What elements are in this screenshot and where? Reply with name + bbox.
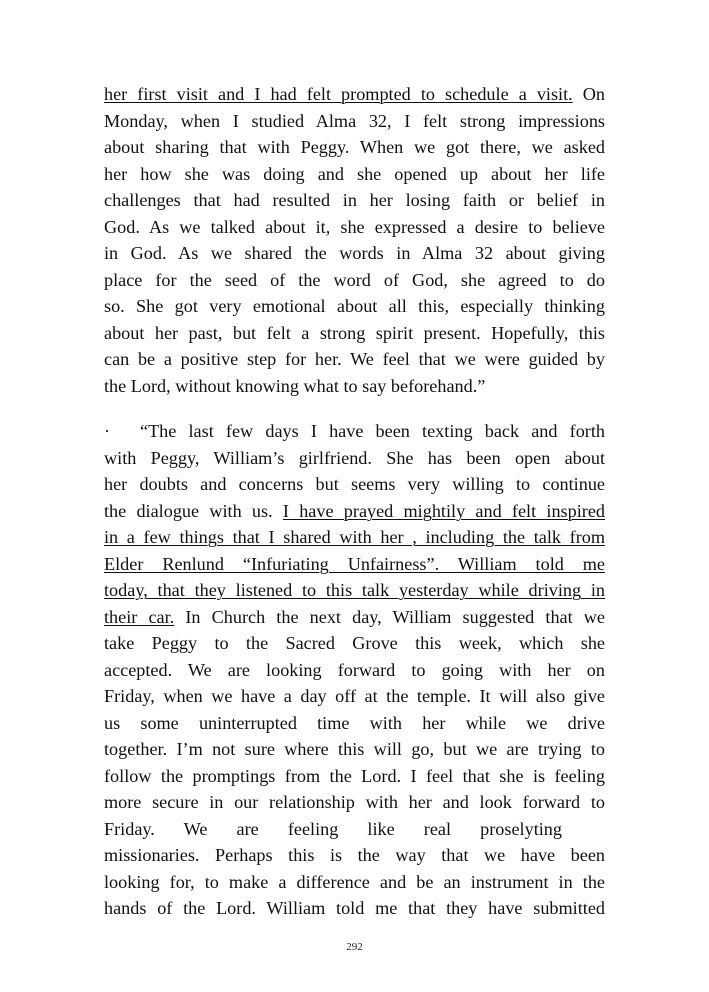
text-line (104, 498, 605, 524)
text-line: about her past, but felt a strong spirit present. Hopefully, this (104, 323, 605, 343)
text-line (104, 577, 605, 603)
text-line: take Peggy to the Sacred Grove this week, which she (104, 633, 605, 653)
text-line (104, 81, 605, 107)
text-line: follow the promptings from the Lord. I feel that she is feeling (104, 766, 605, 786)
text-line: together. I’m not sure where this will go, but we are trying to (104, 739, 605, 759)
text-line: accepted. We are looking forward to going with her on (104, 660, 605, 680)
text-span: the dialogue with us. (104, 501, 283, 521)
text-span: On (572, 84, 606, 104)
text-line: Friday. We are feeling like real proselyting (104, 819, 562, 839)
text-line: God. As we talked about it, she expressed a desire to believe (104, 217, 605, 237)
text-line (104, 604, 605, 630)
text-line: Friday, when we have a day off at the temple. It will also give (104, 686, 605, 706)
text-line: her doubts and concerns but seems very willing to continue (104, 474, 605, 494)
text-line: in God. As we shared the words in Alma 32 about giving (104, 243, 605, 263)
underlined-text: Elder Renlund “Infuriating Unfairness”. William told me (104, 554, 605, 574)
text-line: about sharing that with Peggy. When we got there, we asked (104, 137, 605, 157)
text-line: her how she was doing and she opened up about her life (104, 164, 605, 184)
text-span: “The last few days I have been texting back and forth (140, 421, 605, 441)
text-line: with Peggy, William’s girlfriend. She has been open about (104, 448, 605, 468)
underlined-text: in a few things that I shared with her , including the talk from (104, 527, 605, 547)
text-line: so. She got very emotional about all this, especially thinking (104, 296, 605, 316)
text-line (104, 551, 605, 577)
text-span: In Church the next day, William suggested that we (174, 607, 605, 627)
text-line: more secure in our relationship with her and look forward to (104, 792, 605, 812)
underlined-text: I have prayed mightily and felt inspired (282, 501, 605, 521)
underlined-text: their car. (104, 607, 175, 627)
page-number: 292 (346, 941, 363, 953)
text-line: hands of the Lord. William told me that they have submitted (104, 898, 605, 918)
text-line: the Lord, without knowing what to say beforehand.” (104, 376, 486, 396)
text-line: place for the seed of the word of God, she agreed to do (104, 270, 605, 290)
text-line: missionaries. Perhaps this is the way that we have been (104, 845, 605, 865)
text-line: Monday, when I studied Alma 32, I felt strong impressions (104, 111, 605, 131)
underlined-text: her first visit and I had felt prompted to schedule a visit. (104, 84, 573, 104)
text-line: us some uninterrupted time with her while we drive (104, 713, 605, 733)
text-line (104, 524, 605, 550)
text-line: can be a positive step for her. We feel that we were guided by (104, 349, 605, 369)
bullet: · (104, 421, 111, 441)
text-line (104, 418, 605, 444)
text-line: challenges that had resulted in her losing faith or belief in (104, 190, 605, 210)
text-line: looking for, to make a difference and be an instrument in the (104, 872, 605, 892)
underlined-text: today, that they listened to this talk yesterday while driving in (104, 580, 605, 600)
